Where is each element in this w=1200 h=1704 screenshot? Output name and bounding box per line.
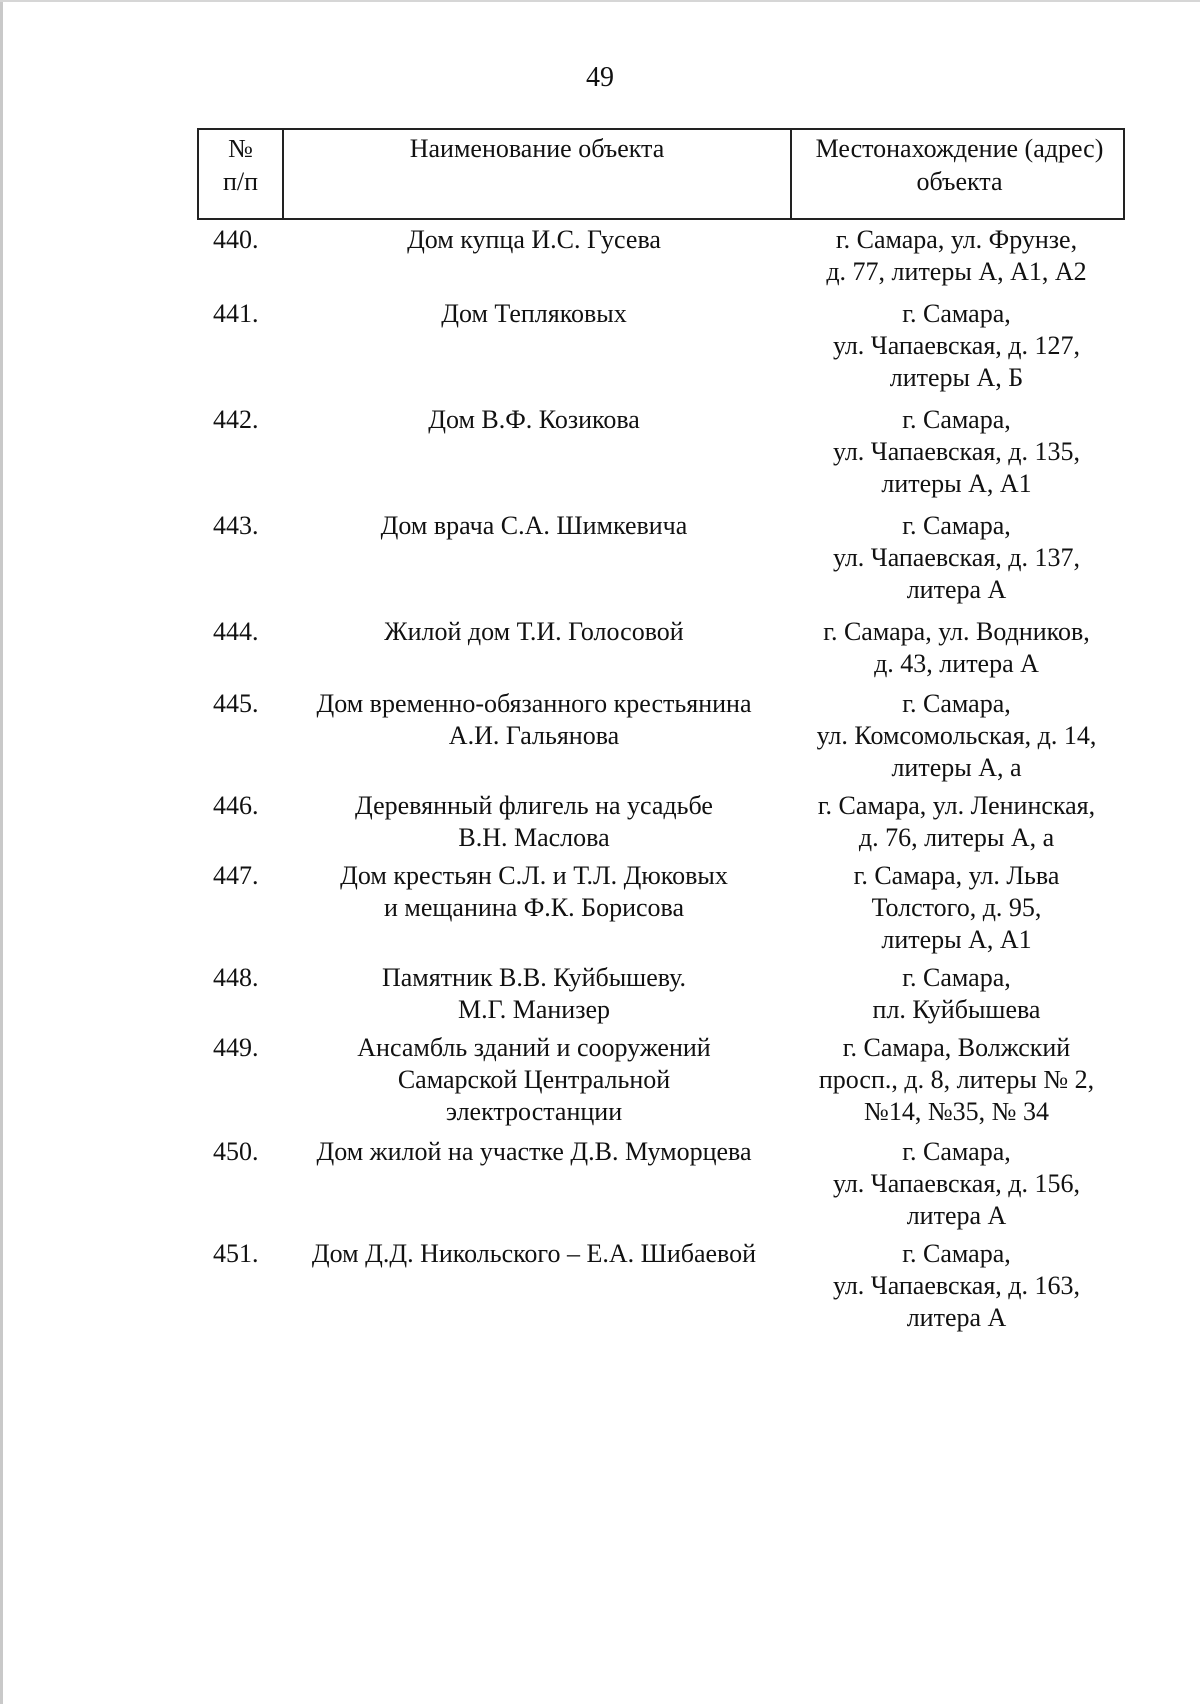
object-address-line: г. Самара, ул. Ленинская, <box>817 791 1096 820</box>
object-address <box>788 404 1125 500</box>
table-row <box>197 298 1125 394</box>
object-name <box>280 962 788 1026</box>
object-address <box>788 510 1125 606</box>
object-address-line: №14, №35, № 34 <box>864 1097 1049 1126</box>
object-name <box>280 404 788 500</box>
object-address-line: г. Самара, <box>902 689 1011 718</box>
row-number: 450. <box>213 1137 259 1166</box>
object-address <box>788 962 1125 1026</box>
object-address-line: литера А <box>906 1201 1007 1230</box>
table-row <box>197 616 1125 680</box>
table-row <box>197 688 1125 784</box>
object-address-line: д. 43, литера А <box>874 649 1039 678</box>
object-address <box>788 860 1125 956</box>
row-number: 451. <box>213 1239 259 1268</box>
object-address-line: г. Самара, <box>902 299 1011 328</box>
object-address-line: ул. Чапаевская, д. 137, <box>832 543 1081 572</box>
object-name-line: Самарской Центральной <box>397 1065 671 1094</box>
table-row <box>197 962 1125 1026</box>
header-address-line: Местонахождение (адрес) <box>815 134 1104 163</box>
object-address <box>788 224 1125 288</box>
object-address <box>788 688 1125 784</box>
object-address-line: литера А <box>906 1303 1007 1332</box>
object-address-line: г. Самара, Волжский <box>842 1033 1071 1062</box>
table-body <box>197 224 1125 1334</box>
object-address-line: ул. Комсомольская, д. 14, <box>816 721 1097 750</box>
object-address-line: г. Самара, <box>902 1137 1011 1166</box>
table-row <box>197 790 1125 854</box>
object-address-line: ул. Чапаевская, д. 156, <box>832 1169 1081 1198</box>
object-name-line: М.Г. Манизер <box>457 995 610 1024</box>
object-name-line: Деревянный флигель на усадьбе <box>355 791 713 820</box>
object-address-line: ул. Чапаевская, д. 163, <box>832 1271 1081 1300</box>
row-number: 445. <box>213 689 259 718</box>
row-number: 446. <box>213 791 259 820</box>
object-address-line: литеры А, А1 <box>881 469 1032 498</box>
header-name-line: Наименование объекта <box>409 134 665 163</box>
object-address-line: г. Самара, <box>902 511 1011 540</box>
object-name <box>280 1032 788 1128</box>
object-address-line: просп., д. 8, литеры № 2, <box>818 1065 1095 1094</box>
object-address-line: ул. Чапаевская, д. 135, <box>832 437 1081 466</box>
object-name-line: Дом врача С.А. Шимкевича <box>380 511 688 540</box>
object-address-line: Толстого, д. 95, <box>871 893 1042 922</box>
object-address-line: г. Самара, <box>902 405 1011 434</box>
table-header <box>197 128 1125 220</box>
object-name-line: Дом временно-обязанного крестьянина <box>316 689 752 718</box>
object-address-line: литеры А, а <box>891 753 1022 782</box>
row-number: 448. <box>213 963 259 992</box>
object-name-line: Дом Д.Д. Никольского – Е.А. Шибаевой <box>311 1239 757 1268</box>
object-address <box>788 1238 1125 1334</box>
object-address-line: г. Самара, <box>902 963 1011 992</box>
objects-table <box>197 128 1125 1334</box>
header-address-line: объекта <box>916 167 1003 196</box>
object-address <box>788 790 1125 854</box>
object-name <box>280 688 788 784</box>
object-address-line: литера А <box>906 575 1007 604</box>
table-row <box>197 1238 1125 1334</box>
row-number: 443. <box>213 511 259 540</box>
table-row <box>197 860 1125 956</box>
row-number: 441. <box>213 299 259 328</box>
table-row <box>197 1136 1125 1232</box>
object-name <box>280 790 788 854</box>
row-number: 444. <box>213 617 259 646</box>
row-number: 449. <box>213 1033 259 1062</box>
object-name <box>280 510 788 606</box>
object-address-line: г. Самара, ул. Фрунзе, <box>835 225 1078 254</box>
row-number: 440. <box>213 225 259 254</box>
header-number-line: п/п <box>222 167 259 196</box>
object-address-line: г. Самара, ул. Льва <box>853 861 1060 890</box>
object-name <box>280 298 788 394</box>
header-number-line: № <box>228 134 253 163</box>
scan-top-edge <box>0 0 1200 2</box>
object-address-line: д. 77, литеры А, А1, А2 <box>826 257 1087 286</box>
table-row <box>197 404 1125 500</box>
object-address-line: г. Самара, <box>902 1239 1011 1268</box>
row-number: 442. <box>213 405 259 434</box>
object-address-line: пл. Куйбышева <box>872 995 1041 1024</box>
object-name <box>280 1238 788 1334</box>
object-name <box>280 616 788 680</box>
page-number: 49 <box>586 62 614 93</box>
header-number <box>199 130 282 218</box>
object-name-line: Памятник В.В. Куйбышеву. <box>381 963 687 992</box>
object-name-line: Ансамбль зданий и сооружений <box>357 1033 711 1062</box>
object-address-line: ул. Чапаевская, д. 127, <box>832 331 1081 360</box>
scan-edge <box>0 0 3 1704</box>
object-address <box>788 616 1125 680</box>
object-address-line: г. Самара, ул. Водников, <box>823 617 1090 646</box>
object-name <box>280 1136 788 1232</box>
object-name-line: Дом Тепляковых <box>441 299 627 328</box>
object-name-line: Дом жилой на участке Д.В. Муморцева <box>316 1137 752 1166</box>
object-name-line: и мещанина Ф.К. Борисова <box>384 893 684 922</box>
object-address-line: литеры А, А1 <box>881 925 1032 954</box>
object-name-line: Дом купца И.С. Гусева <box>407 225 661 254</box>
row-number: 447. <box>213 861 259 890</box>
object-address-line: д. 76, литеры А, а <box>858 823 1055 852</box>
header-name <box>282 130 790 218</box>
table-row <box>197 1032 1125 1128</box>
table-row <box>197 510 1125 606</box>
object-address <box>788 1136 1125 1232</box>
object-name-line: Дом В.Ф. Козикова <box>428 405 640 434</box>
object-address-line: литеры А, Б <box>889 363 1024 392</box>
header-address <box>790 130 1127 218</box>
object-address <box>788 1032 1125 1128</box>
object-name <box>280 860 788 956</box>
object-name-line: электростанции <box>445 1097 623 1126</box>
table-row <box>197 224 1125 288</box>
object-name-line: В.Н. Маслова <box>458 823 610 852</box>
object-name-line: Жилой дом Т.И. Голосовой <box>384 617 684 646</box>
object-address <box>788 298 1125 394</box>
object-name-line: А.И. Гальянова <box>448 721 620 750</box>
object-name <box>280 224 788 288</box>
object-name-line: Дом крестьян С.Л. и Т.Л. Дюковых <box>340 861 728 890</box>
